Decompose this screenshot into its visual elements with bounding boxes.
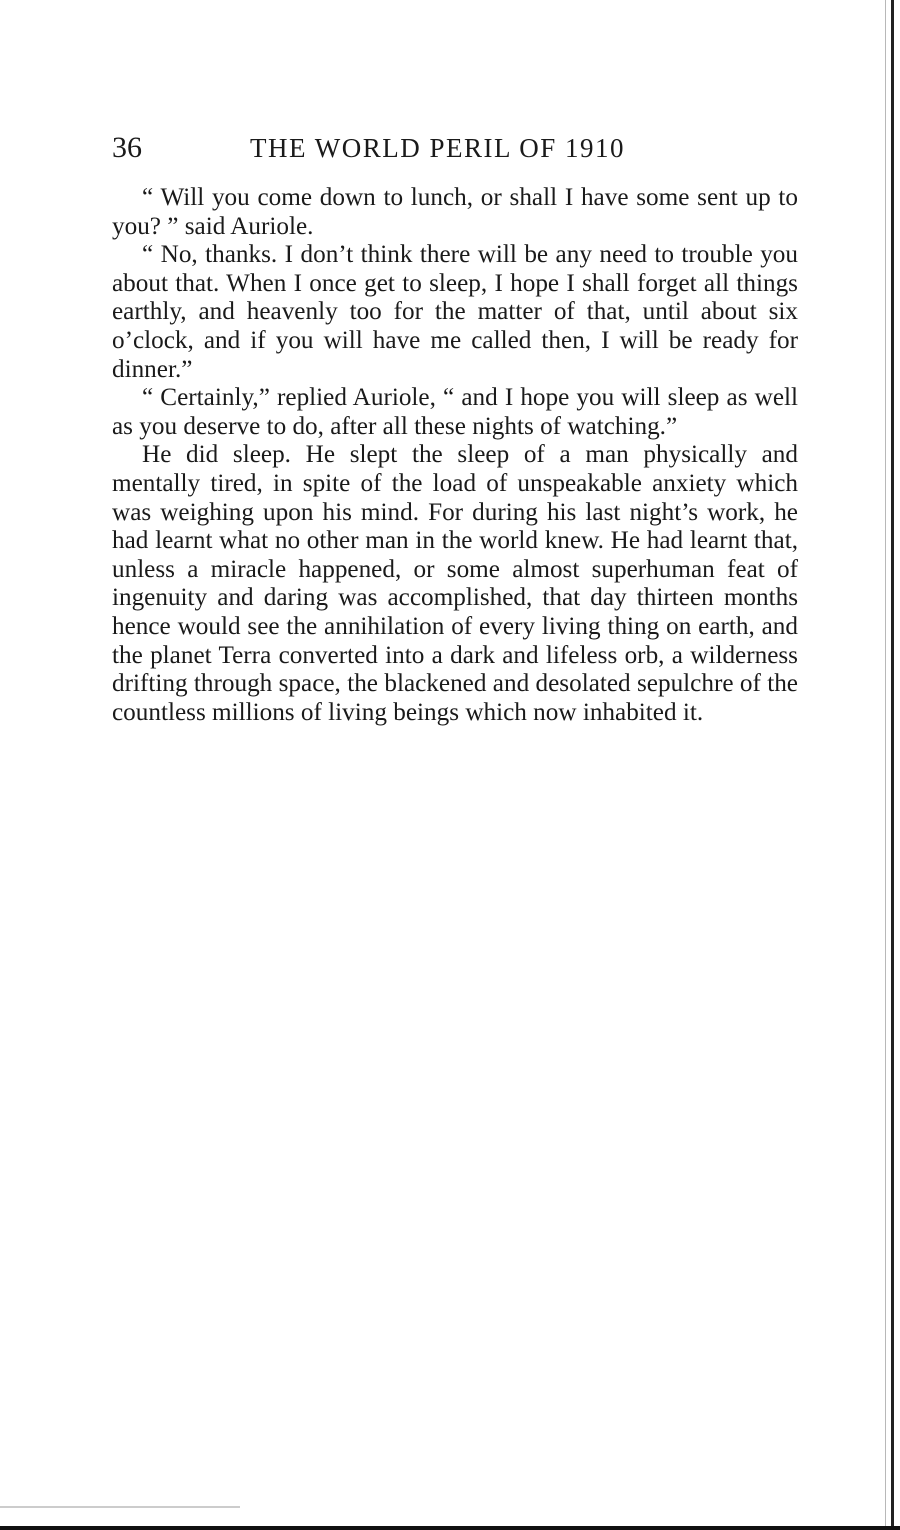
page-edge-bottom: [0, 1526, 900, 1530]
running-head: [112, 128, 802, 168]
running-title: THE WORLD PERIL OF 1910: [250, 133, 625, 163]
page-edge-right-inner: [885, 0, 886, 1530]
paragraph-he-did-sleep: He did sleep. He slept the sleep of a man physically and mentally tired, in spite of the load of unspeakable anxiety which was weighing upon his mind. For during his last night’s work, he had learnt what no other man in the world knew. He had learnt that, unless a miracle happened, or some almost superhuman feat of ingenuity and daring was accomplished, that day thirteen months hence would see the annihilation of every living thing on earth, and the planet Terra converted into a dark and lifeless orb, a wilderness drifting through space, the blackened and desolated sepulchre of the countless millions of living beings which now inhabited it.: [112, 441, 798, 726]
paragraph-lunch-question: “ Will you come down to lunch, or shall I have some sent up to you? ” said Auriole.: [112, 184, 798, 240]
page-edge-right: [891, 0, 894, 1530]
body-text: [112, 184, 798, 727]
page-number: 36: [112, 131, 142, 164]
paragraph-certainly: “ Certainly,” replied Auriole, “ and I hope you will sleep as well as you deserve to do, after all these nights of watching.”: [112, 384, 798, 440]
page-edge-bottom-shadow: [0, 1506, 240, 1508]
paragraph-no-thanks: “ No, thanks. I don’t think there will be any need to trouble you about that. When I once get to sleep, I hope I shall forget all things earthly, and heavenly too for the matter of that, until about six o’clock, and if you will have me called then, I will be ready for dinner.”: [112, 241, 798, 383]
